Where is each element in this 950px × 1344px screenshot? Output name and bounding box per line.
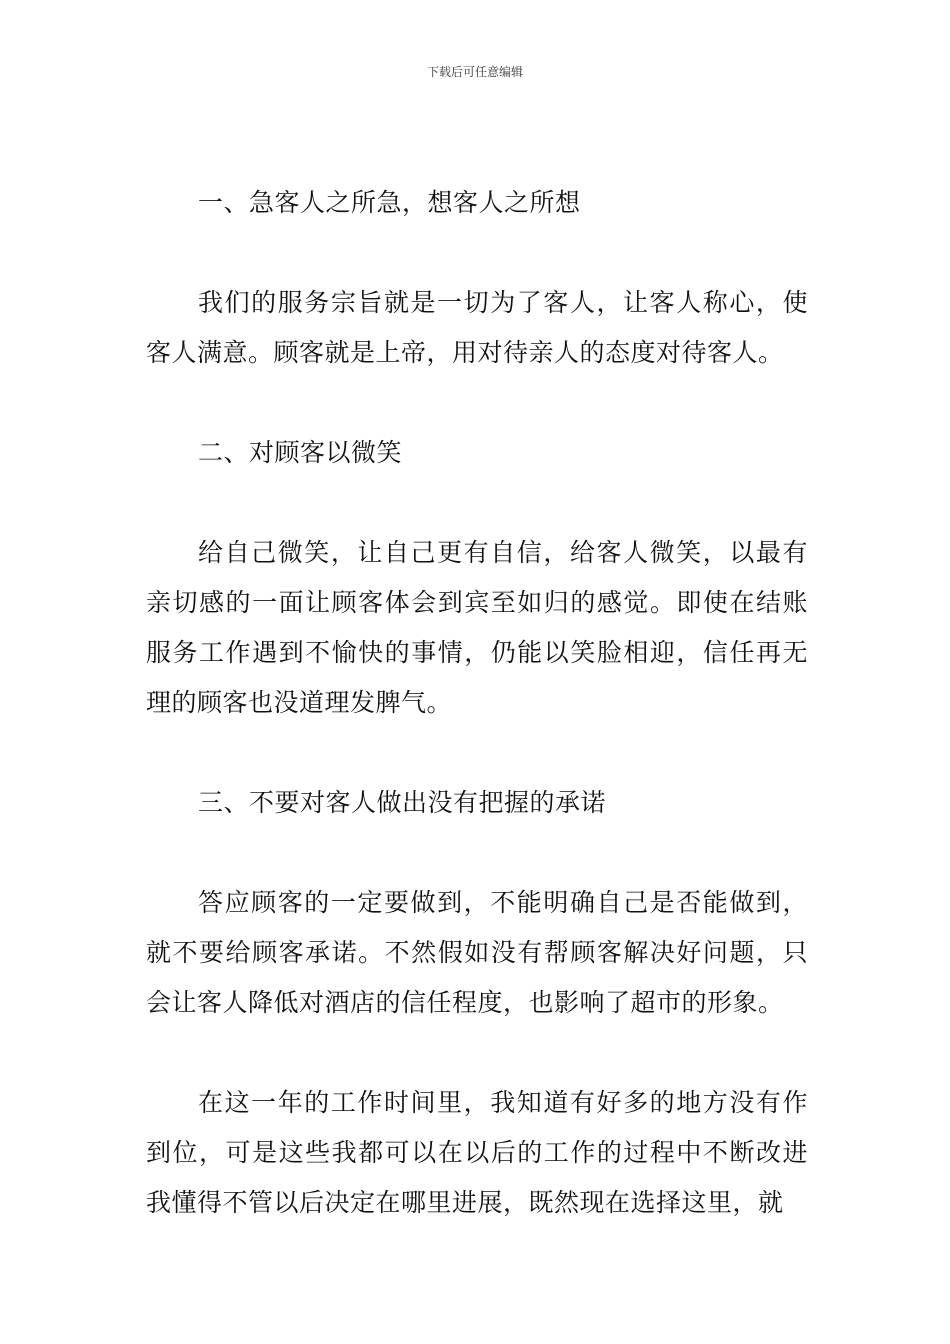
document-body [146,178,808,1228]
paragraph-gap [146,378,808,428]
paragraph-4: 在这一年的工作时间里，我知道有好多的地方没有作到位，可是这些我都可以在以后的工作的过程中不断改进我懂得不管以后决定在哪里进展，既然现在选择这里，就 [146,1088,808,1217]
paragraph-2: 给自己微笑，让自己更有自信，给客人微笑，以最有亲切感的一面让顾客体会到宾至如归的感觉。即使在结账服务工作遇到不愉快的事情，仍能以笑脸相迎，信任再无理的顾客也没道理发脾气。 [146,538,808,717]
paragraph-gap [146,728,808,778]
paragraph-gap [146,478,808,528]
paragraph-3: 答应顾客的一定要做到，不能明确自己是否能做到，就不要给顾客承诺。不然假如没有帮顾客解决好问题，只会让客人降低对酒店的信任程度，也影响了超市的形象。 [146,888,808,1017]
heading-3: 三、不要对客人做出没有把握的承诺 [198,788,607,817]
paragraph-gap [146,228,808,278]
paragraph-gap [146,1028,808,1078]
heading-2: 二、对顾客以微笑 [198,438,403,467]
paragraph-1: 我们的服务宗旨就是一切为了客人，让客人称心，使客人满意。顾客就是上帝，用对待亲人的态度对待客人。 [146,288,808,367]
page-header: 下载后可任意编辑 [426,65,523,79]
paragraph-gap [146,828,808,878]
heading-1: 一、急客人之所急，想客人之所想 [198,188,581,217]
